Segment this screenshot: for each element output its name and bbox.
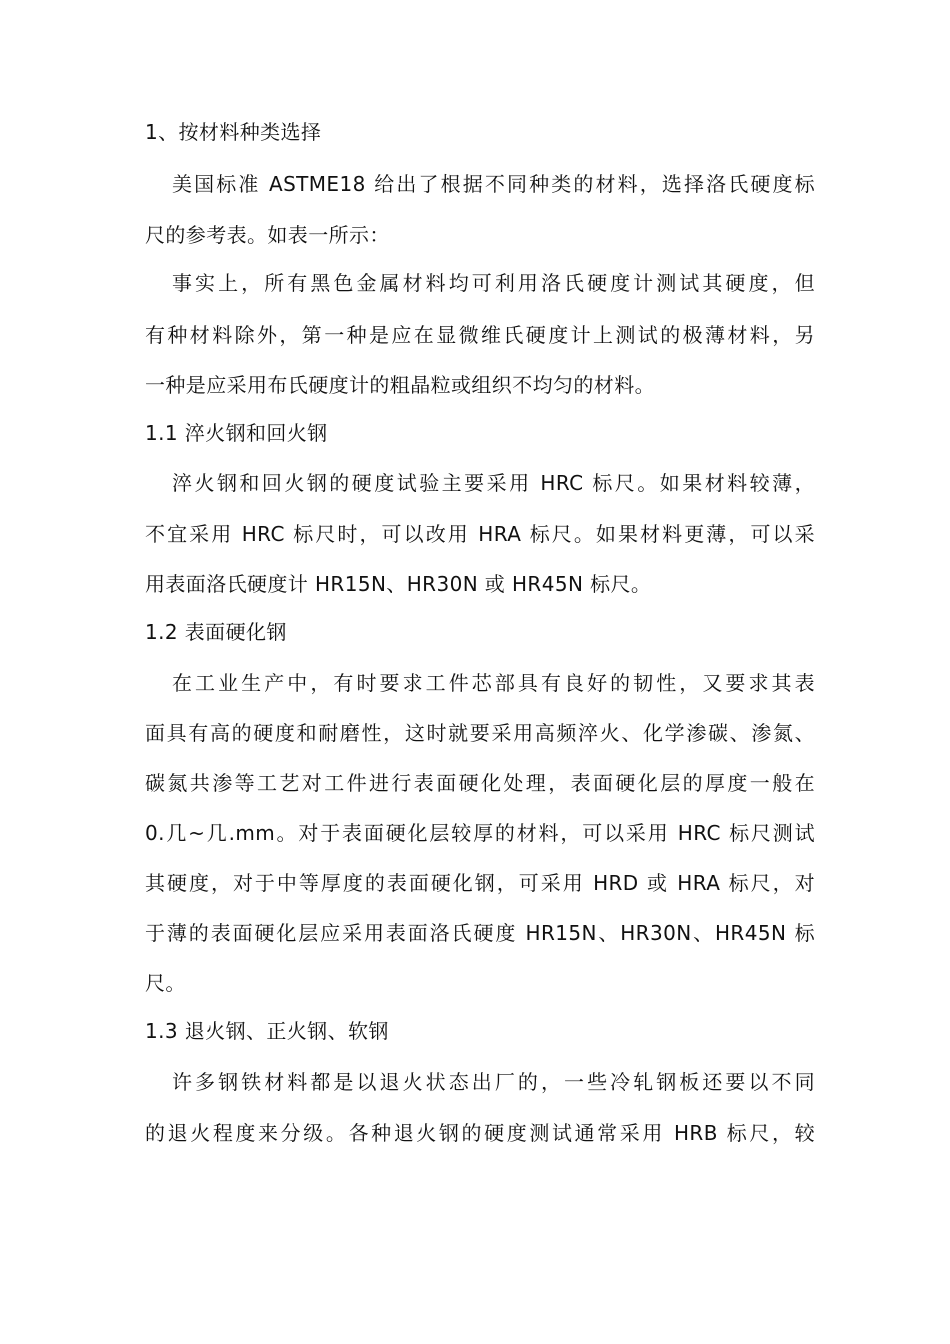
paragraph-line: 其硬度，对于中等厚度的表面硬化钢，可采用 HRD 或 HRA 标尺，对 (145, 871, 815, 895)
paragraph-line: 尺。 (145, 971, 186, 995)
paragraph-line: 事实上，所有黑色金属材料均可利用洛氏硬度计测试其硬度，但 (172, 271, 815, 295)
paragraph-line: 面具有高的硬度和耐磨性，这时就要采用高频淬火、化学渗碳、渗氮、 (145, 721, 815, 745)
paragraph-line: 尺的参考表。如表一所示： (145, 223, 390, 247)
paragraph-line: 于薄的表面硬化层应采用表面洛氏硬度 HR15N、HR30N、HR45N 标 (145, 921, 815, 945)
section-heading-1-3: 1.3 退火钢、正火钢、软钢 (145, 1019, 389, 1043)
section-heading-1: 1、按材料种类选择 (145, 120, 322, 144)
paragraph-line: 不宜采用 HRC 标尺时，可以改用 HRA 标尺。如果材料更薄，可以采 (145, 522, 815, 546)
section-heading-1-1: 1.1 淬火钢和回火钢 (145, 421, 328, 445)
paragraph-line: 0.几~几.mm。对于表面硬化层较厚的材料，可以采用 HRC 标尺测试 (145, 821, 815, 845)
paragraph-line: 用表面洛氏硬度计 HR15N、HR30N 或 HR45N 标尺。 (145, 572, 652, 596)
paragraph-line: 碳氮共渗等工艺对工件进行表面硬化处理，表面硬化层的厚度一般在 (145, 771, 815, 795)
paragraph-line: 一种是应采用布氏硬度计的粗晶粒或组织不均匀的材料。 (145, 373, 655, 397)
paragraph-line: 在工业生产中，有时要求工件芯部具有良好的韧性，又要求其表 (172, 671, 815, 695)
paragraph-line: 美国标准 ASTME18 给出了根据不同种类的材料，选择洛氏硬度标 (172, 172, 815, 196)
paragraph-line: 有种材料除外，第一种是应在显微维氏硬度计上测试的极薄材料，另 (145, 323, 815, 347)
paragraph-line: 的退火程度来分级。各种退火钢的硬度测试通常采用 HRB 标尺，较 (145, 1121, 815, 1145)
paragraph-line: 许多钢铁材料都是以退火状态出厂的，一些冷轧钢板还要以不同 (172, 1070, 815, 1094)
section-heading-1-2: 1.2 表面硬化钢 (145, 620, 287, 644)
paragraph-line: 淬火钢和回火钢的硬度试验主要采用 HRC 标尺。如果材料较薄， (172, 471, 815, 495)
